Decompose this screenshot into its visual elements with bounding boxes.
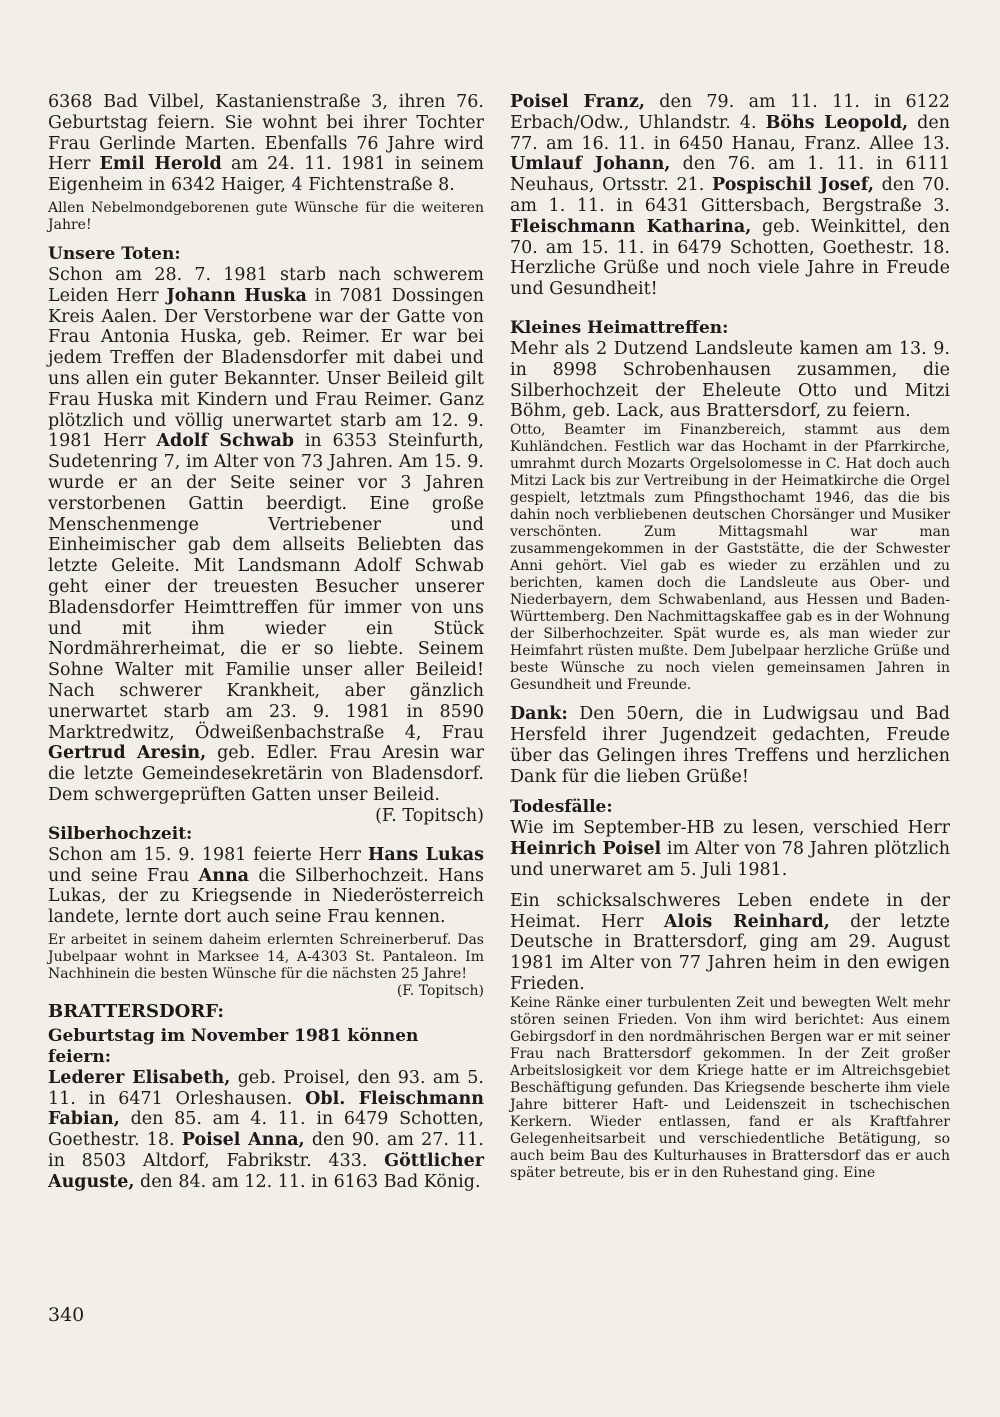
birthday-list-paragraph: Lederer Elisabeth, geb. Proisel, den 93. am 5. 11. in 6471 Orleshausen. Obl. Fleischmann Fabian, den 85. am 4. 11. in 6479 Schotten, Goethestr. 18. Poisel Anna, den 90. am 27. 11. in 8503 Altdorf, Fabrikstr. 433. Göttlicher Auguste, den 84. am 12. 11. in 6163 Bad König. [48, 1067, 484, 1192]
silver-wedding-paragraph: Schon am 15. 9. 1981 feierte Herr Hans Lukas und seine Frau Anna die Silberhochzeit. Hans Lukas, der zu Kriegsende in Niederösterreich landete, lernte dort auch seine Frau kennen. [48, 844, 484, 928]
obituary-paragraph: Schon am 28. 7. 1981 starb nach schwerem Leiden Herr Johann Huska in 7081 Dossingen Kreis Aalen. Der Verstorbene war der Gatte von Frau Antonia Huska, geb. Reimer. Er war bei jedem Treffen der Bladensdorfer mit dabei und uns allen ein guter Bekannter. Unser Beileid gilt Frau Huska mit Kindern und Frau Reimer. Ganz plötzlich und völlig unerwartet starb am 12. 9. 1981 Herr Adolf Schwab in 6353 Steinfurth, Sudetenring 7, im Alter von 73 Jahren. Am 15. 9. wurde er an der Seite seiner vor 3 Jahren verstorbenen Gattin beerdigt. Eine große Menschenmenge Vertriebener und Einheimischer gab dem allseits Beliebten das letzte Geleite. Mit Landsmann Adolf Schwab geht einer der treuesten Besucher unserer Bladensdorfer Heimttreffen für immer von uns und mit ihm wieder ein Stück Nordmährerheimat, die er so liebte. Seinem Sohne Walter mit Familie unser aller Beileid! Nach schwerer Krankheit, aber gänzlich unerwartet starb am 23. 9. 1981 in 8590 Marktredwitz, Ödweißenbachstraße 4, Frau Gertrud Aresin, geb. Edler. Frau Aresin war die letzte Gemeindesekretärin von Bladensdorf. Dem schwergeprüften Gatten unser Beileid. (F. Topitsch) [48, 264, 485, 826]
heading-kleines-heimattreffen: Kleines Heimattreffen: [510, 317, 729, 338]
thanks-paragraph: Dank: Den 50ern, die in Ludwigsau und Bad Hersfeld ihrer Jugendzeit gedachten, Freude über das Gelingen ihres Treffens und herzlichen Dank für die lieben Grüße! [510, 704, 950, 787]
heading-todesfaelle: Todesfälle: [510, 797, 613, 818]
bold-name: Johann Huska [166, 285, 307, 306]
bold-name: Hans Lukas [367, 844, 484, 865]
obituary-reinhard: Ein schicksalschweres Leben endete in der Heimat. Herr Alois Reinhard, der letzte Deutsche in Brattersdorf, ging am 29. August 1981 im Alter von 77 Jahren heim in den ewigen Frieden. [510, 890, 951, 994]
heading-silberhochzeit: Silberhochzeit: [48, 823, 193, 844]
birthday-list-continued: Poisel Franz, den 79. am 11. 11. in 6122 Erbach/Odw., Uhlandstr. 4. Böhs Leopold, den 77. am 16. 11. in 6450 Hanau, Franz. Allee 13. Umlauf Johann, den 76. am 1. 11. in 6111 Neuhaus, Ortsstr. 21. Pospischil Josef, den 70. am 1. 11. in 6431 Gittersbach, Bergstraße 3. Fleischmann Katharina, geb. Weinkittel, den 70. am 15. 11. in 6479 Schotten, Goethestr. 18. Herzliche Grüße und noch viele Jahre in Freude und Gesundheit! [510, 92, 950, 300]
bold-name: Gertrud Aresin, [48, 743, 207, 764]
bold-name: Göttlicher Auguste, [48, 1151, 484, 1192]
bold-name: Adolf Schwab [156, 431, 295, 452]
bold-name: Anna [198, 865, 250, 886]
meeting-details: Otto, Beamter im Finanzbereich, stammt aus dem Kuhländchen. Festlich war das Hochamt in der Pfarrkirche, umrahmt durch Mozarts Orgelsolomesse in C. Hat doch auch Mitzi Lack bis zur Vertreibung in der Heimatkirche die Orgel gespielt, letztmals zum Pfingsthochamt 1946, das die bis dahin noch verbliebenen deutschen Chorsänger und Musiker verschönten. Zum Mittagsmahl war man zusammengekommen in der Gaststätte, die der Schwester Anni gehört. Viel gab es wieder zu erzählen und zu berichten, kamen doch die Landsleute aus Ober- und Niederbayern, dem Schwabenland, aus Hessen und Baden-Württemberg. Den Nachmittagskaffee gab es in der Wohnung der Silberhochzeiter. Spät wurde es, als man wieder zur Heimfahrt rüsten mußte. Dem Jubelpaar herzliche Grüße und beste Wünsche zu noch vielen gemeinsamen Jahren in Gesundheit und Freunde. [510, 422, 950, 694]
bold-name: Pospischil Josef, [712, 175, 875, 196]
bold-name: Böhs Leopold, [765, 112, 909, 133]
signature: (F. Topitsch) [396, 982, 484, 999]
bold-name: Dank: [510, 704, 568, 725]
bold-name: Heinrich Poisel [510, 839, 662, 860]
heading-unsere-toten: Unsere Toten: [48, 243, 181, 264]
signature: (F. Topitsch) [375, 805, 484, 826]
bold-name: Emil Herold [99, 154, 222, 175]
death-notice-paragraph: Wie im September-HB zu lesen, verschied Herr Heinrich Poisel im Alter von 78 Jahren plötzlich und unerwaret am 5. Juli 1981. [510, 818, 950, 880]
silver-wedding-note: Er arbeitet in seinem daheim erlernten Schreinerberuf. Das Jubelpaar wohnt in Marksee 14, A-4303 St. Pantaleon. Im Nachhinein die besten Wünsche für die nächsten 25 Jahre! (F. Topitsch) [48, 931, 484, 999]
page-number: 340 [48, 1304, 85, 1326]
bold-name: Fleischmann Katharina, [510, 216, 752, 237]
obituary-reinhard-details: Keine Ränke einer turbulenten Zeit und bewegten Welt mehr stören seinen Frieden. Von ihm wird berichtet: Aus einem Gebirgsdorf in den nordmährischen Bergen war er mit seiner Frau nach Brattersdorf gekommen. In der Zeit großer Arbeitslosigkeit vor dem Kriege hatte er im Altreichsgebiet Beschäftigung gefunden. Das Kriegsende bescherte ihm viele Jahre bitterer Haft- und Leidenszeit in tschechischen Kerkern. Wieder entlassen, fand er als Kraftfahrer Gelegenheitsarbeit und verschiedentliche Betätigung, so auch beim Bau des Kulturhauses in Brattersdorf das er auch später betreute, bis er in den Ruhestand ging. Eine [510, 994, 950, 1181]
bold-name: Poisel Franz, [510, 92, 645, 112]
left-column [48, 92, 484, 1193]
heading-geburtstag: Geburtstag im November 1981 können feiern: [48, 1025, 419, 1067]
right-column [510, 92, 950, 1182]
bold-name: Obl. Fleischmann Fabian, [48, 1088, 484, 1130]
bold-name: Umlauf Johann, [510, 154, 671, 175]
wishes-note: Allen Nebelmondgeborenen gute Wünsche für die weiteren Jahre! [48, 199, 484, 233]
heading-brattersdorf: BRATTERSDORF: [48, 1000, 225, 1022]
bold-name: Lederer Elisabeth, [48, 1067, 231, 1088]
bold-name: Poisel Anna, [181, 1130, 305, 1151]
meeting-paragraph: Mehr als 2 Dutzend Landsleute kamen am 13. 9. in 8998 Schrobenhausen zusammen, die Silberhochzeit der Eheleute Otto und Mitzi Böhm, geb. Lack, aus Brattersdorf, zu feiern. [510, 338, 950, 422]
bold-name: Alois Reinhard, [663, 911, 830, 932]
birthday-paragraph: 6368 Bad Vilbel, Kastanienstraße 3, ihren 76. Geburtstag feiern. Sie wohnt bei ihrer Tochter Frau Gerlinde Marten. Ebenfalls 76 Jahre wird Herr Emil Herold am 24. 11. 1981 in seinem Eigenheim in 6342 Haiger, 4 Fichtenstraße 8. [48, 92, 484, 196]
